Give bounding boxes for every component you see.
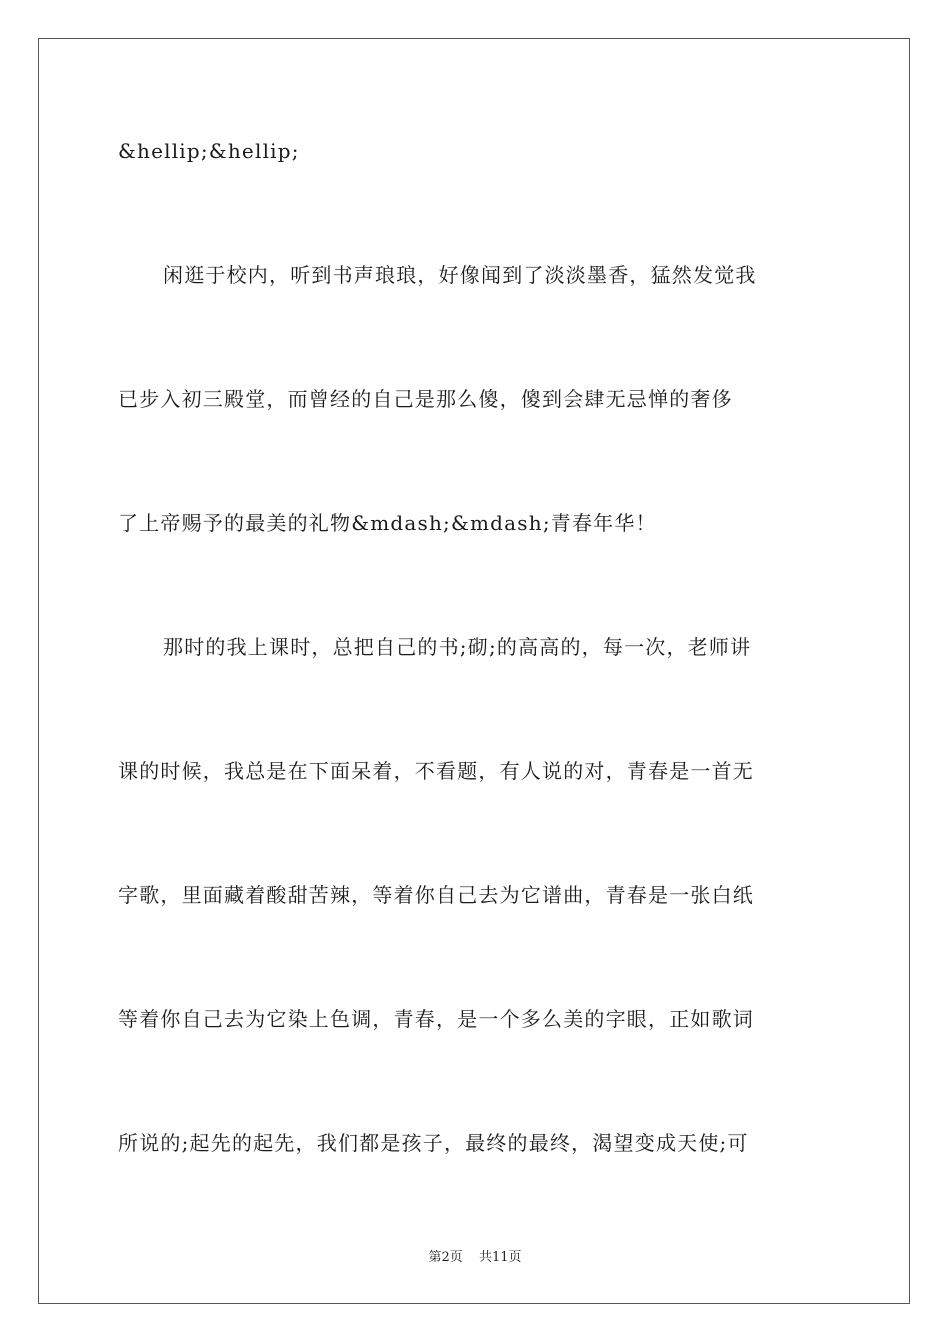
text-line-2: 闲逛于校内，听到书声琅琅，好像闻到了淡淡墨香，猛然发觉我 [163, 263, 757, 287]
total-pages: 共11页 [478, 1250, 522, 1265]
page-frame [38, 38, 910, 1304]
text-line-8: 等着你自己去为它染上色调，青春，是一个多么美的字眼，正如歌词 [118, 1007, 754, 1031]
page-number: 第2页 [428, 1250, 463, 1265]
page-footer [0, 1246, 950, 1265]
text-line-6: 课的时候，我总是在下面呆着，不看题，有人说的对，青春是一首无 [118, 759, 754, 783]
text-line-4: 了上帝赐予的最美的礼物&mdash;&mdash;青春年华！ [118, 511, 657, 535]
text-line-3: 已步入初三殿堂，而曾经的自己是那么傻，傻到会肆无忌惮的奢侈 [118, 387, 733, 411]
text-line-9: 所说的;起先的起先，我们都是孩子，最终的最终，渴望变成天使;可 [118, 1131, 749, 1155]
text-line-7: 字歌，里面藏着酸甜苦辣，等着你自己去为它谱曲，青春是一张白纸 [118, 883, 754, 907]
text-line-1: &hellip;&hellip; [118, 139, 300, 163]
text-line-5: 那时的我上课时，总把自己的书;砌;的高高的，每一次，老师讲 [163, 635, 752, 659]
